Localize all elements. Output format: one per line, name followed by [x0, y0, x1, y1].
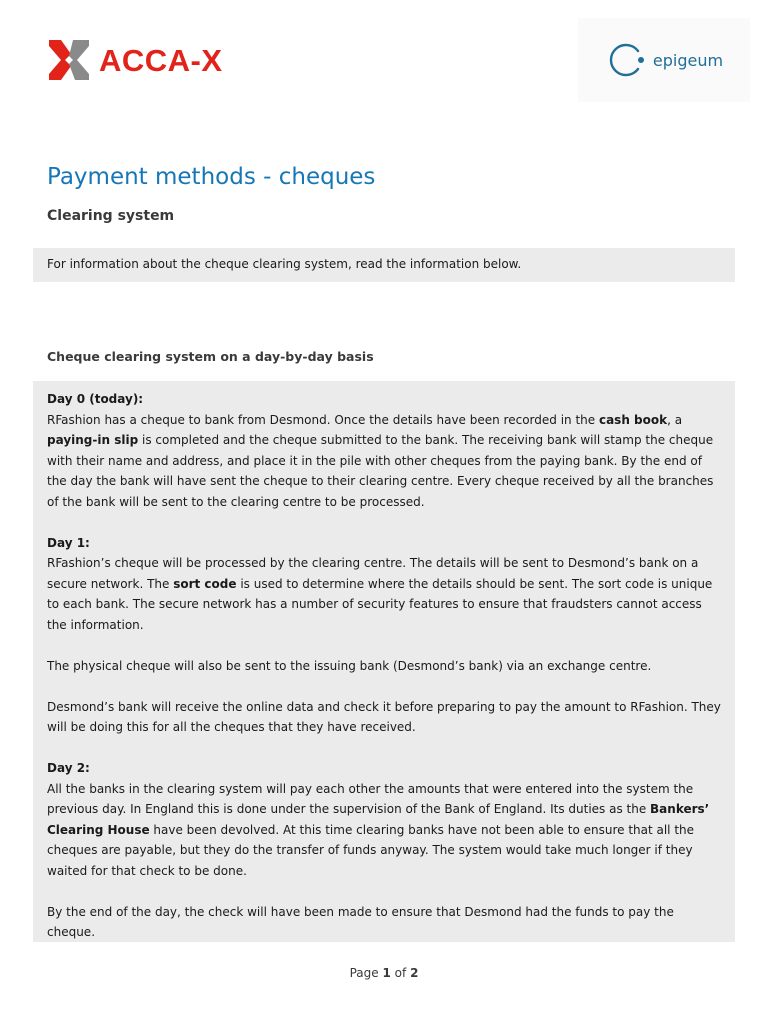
- intro-box: [33, 248, 735, 282]
- day0-text-b: , a: [667, 412, 683, 427]
- day-by-day-content: [47, 389, 725, 943]
- of-word: of: [394, 966, 407, 980]
- day1-text-a: RFashion’s cheque will be processed by the clearing centre. The details will be sent to Desmond’s bank on a secure network. The: [47, 556, 699, 591]
- sort-code-term: sort code: [173, 576, 237, 591]
- page-subtitle: Clearing system: [47, 208, 175, 224]
- day1-label: Day 1:: [47, 535, 90, 550]
- day1-text-b: is used to determine where the details should be sent. The sort code is unique to each bank. The secure network has a number of security features to ensure that fraudsters cannot access the information.: [47, 576, 713, 632]
- current-page-number: 1: [382, 966, 391, 980]
- acca-x-mark-icon: [47, 38, 91, 82]
- cash-book-term: cash book: [598, 412, 668, 427]
- acca-x-logo: [47, 38, 223, 82]
- page-word: Page: [349, 966, 379, 980]
- section-heading: Cheque clearing system on a day-by-day basis: [47, 349, 374, 364]
- paying-in-slip-term: paying-in slip: [47, 433, 139, 447]
- page-title: Payment methods - cheques: [47, 164, 376, 190]
- day0-paragraph: [47, 389, 725, 512]
- day2-paragraph-2: By the end of the day, the check will have been made to ensure that Desmond had the funds to pay the cheque.: [47, 904, 674, 939]
- day2-label: Day 2:: [47, 761, 90, 775]
- day0-text-c: is completed and the cheque submitted to the bank. The receiving bank will stamp the cheque with their name and address, and place it in the pile with other cheques from the paying bank. By the end of the day the bank will have sent the cheque to their clearing centre. Every cheque received by all the branches of the bank will be sent to the clearing centre to be processed.: [47, 433, 714, 509]
- page-footer: [0, 966, 768, 980]
- intro-text: For information about the cheque clearing system, read the information below.: [47, 257, 522, 271]
- day0-label: Day 0 (today):: [47, 392, 144, 406]
- content-box: [33, 381, 735, 942]
- acca-x-wordmark: ACCA-X: [99, 42, 223, 78]
- total-pages-number: 2: [410, 966, 419, 980]
- epigeum-wordmark: epigeum: [652, 50, 724, 70]
- day2-text-a: All the banks in the clearing system will pay each other the amounts that were entered into the system the previous day. In England this is done under the supervision of the Bank of England. Its duties as the: [47, 781, 694, 816]
- day2-text-b: have been devolved. At this time clearing banks have not been able to ensure that all the cheques are payable, but they do the transfer of funds anyway. The system would take much longer if they waited for that check to be done.: [47, 822, 695, 878]
- day1-paragraph-2: The physical cheque will also be sent to the issuing bank (Desmond’s bank) via an exchange centre.: [47, 658, 652, 673]
- day1-paragraph-3: Desmond’s bank will receive the online data and check it before preparing to pay the amount to RFashion. They will be doing this for all the cheques that they have received.: [47, 699, 721, 734]
- day1-paragraph: [47, 533, 725, 636]
- day2-paragraph: [47, 758, 725, 881]
- day0-text-a: RFashion has a cheque to bank from Desmond. Once the details have been recorded in the: [47, 412, 599, 427]
- bankers-clearing-house-term: Bankers’ Clearing House: [47, 802, 710, 837]
- epigeum-logo: [578, 18, 750, 102]
- epigeum-ring-icon: [605, 39, 647, 81]
- page-header: [0, 0, 768, 110]
